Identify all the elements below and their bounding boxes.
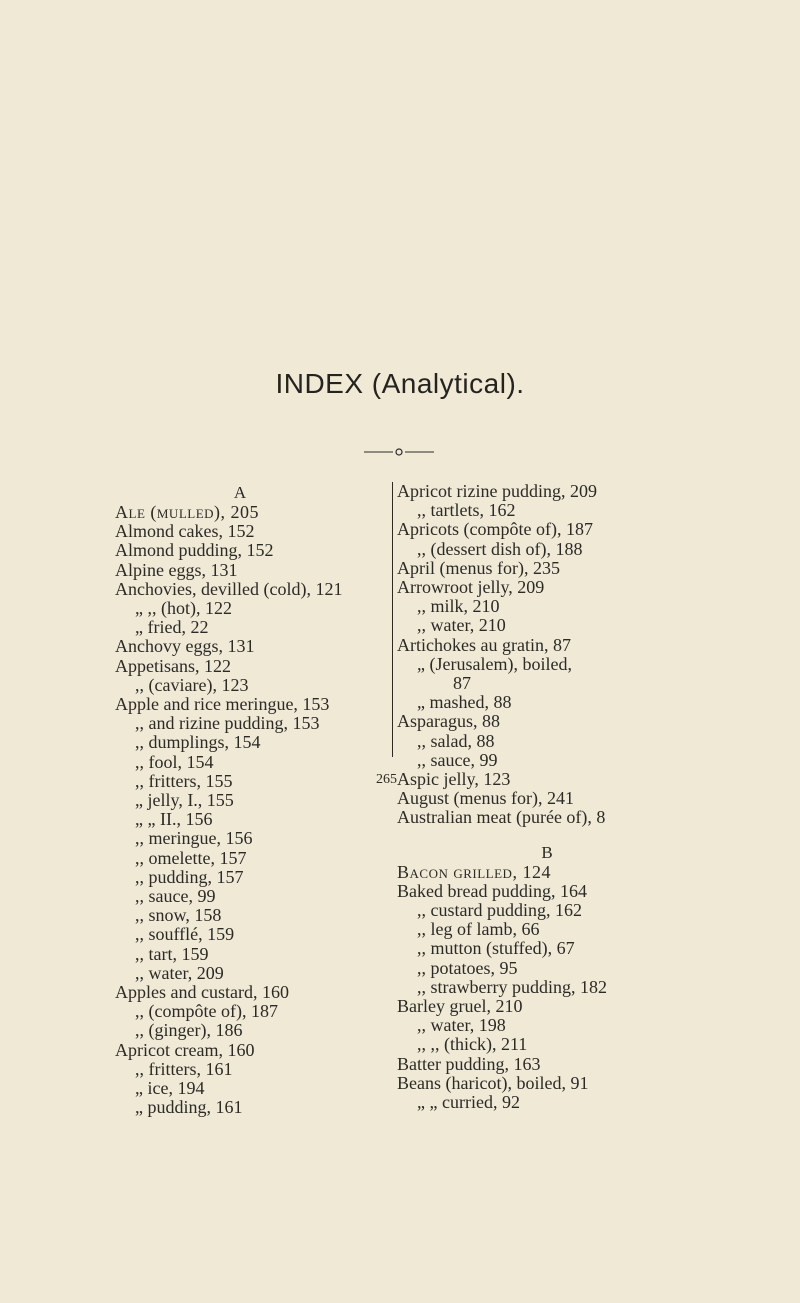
index-entry: ,, (compôte of), 187: [135, 1001, 278, 1022]
index-entry: ,, tartlets, 162: [417, 500, 516, 521]
index-entry: ,, strawberry pudding, 182: [417, 976, 607, 997]
index-entry: Batter pudding, 163: [397, 1053, 541, 1074]
index-entry: Anchovy eggs, 131: [115, 636, 255, 657]
index-entry: „ jelly, I., 155: [135, 790, 234, 811]
index-entry: Baked bread pudding, 164: [397, 880, 587, 901]
index-entry: April (menus for), 235: [397, 557, 560, 578]
index-entry: ,, sauce, 99: [417, 749, 498, 770]
index-entry: Aspic jelly, 123: [397, 769, 511, 790]
index-entry: ,, fritters, 161: [135, 1058, 233, 1079]
index-entry: ,, meringue, 156: [135, 828, 253, 849]
left-column: [115, 482, 365, 1118]
index-entry: August (menus for), 241: [397, 788, 574, 809]
index-entry: Australian meat (purée of), 8: [397, 807, 606, 828]
index-entry: ,, (dessert dish of), 188: [417, 538, 583, 559]
index-entry: Appetisans, 122: [115, 655, 231, 676]
right-entry-list-b: [397, 863, 697, 1113]
index-entry: ,, and rizine pudding, 153: [135, 713, 320, 734]
index-entry: ,, (ginger), 186: [135, 1020, 243, 1041]
index-entry: ,, snow, 158: [135, 905, 222, 926]
index-entry: Anchovies, devilled (cold), 121: [115, 578, 343, 599]
index-entry: „ mashed, 88: [417, 692, 512, 713]
index-entry: ,, potatoes, 95: [417, 957, 518, 978]
index-entry: Beans (haricot), boiled, 91: [397, 1072, 589, 1093]
index-entry: „ „ curried, 92: [417, 1092, 520, 1113]
index-entry: Alpine eggs, 131: [115, 559, 238, 580]
index-entry: ,, fool, 154: [135, 751, 214, 772]
index-entry: ,, water, 210: [417, 615, 506, 636]
index-entry: 87: [453, 673, 471, 694]
index-entry: ,, salad, 88: [417, 730, 495, 751]
index-entry: ,, mutton (stuffed), 67: [417, 938, 575, 959]
index-entry: Apricot cream, 160: [115, 1039, 255, 1060]
index-entry: ,, milk, 210: [417, 596, 500, 617]
index-entry: ,, water, 198: [417, 1015, 506, 1036]
page-number: 265: [376, 772, 397, 787]
right-column: [392, 481, 697, 1113]
index-entry: „ (Jerusalem), boiled,: [417, 653, 572, 674]
index-entry: ,, tart, 159: [135, 943, 209, 964]
index-entry: Almond cakes, 152: [115, 521, 255, 542]
index-entry: Bacon grilled, 124: [397, 861, 551, 882]
index-entry: ,, ,, (thick), 211: [417, 1034, 528, 1055]
index-entry: ,, sauce, 99: [135, 886, 216, 907]
index-entry: Apricot rizine pudding, 209: [397, 481, 597, 501]
index-entry: Barley gruel, 210: [397, 996, 523, 1017]
index-entry: ,, custard pudding, 162: [417, 900, 582, 921]
index-entry: ,, omelette, 157: [135, 847, 247, 868]
index-entry: „ pudding, 161: [135, 1097, 243, 1118]
index-entry: „ ,, (hot), 122: [135, 598, 232, 619]
section-letter-b: B: [541, 842, 553, 862]
index-entry: ,, water, 209: [135, 962, 224, 983]
index-entry: ,, dumplings, 154: [135, 732, 261, 753]
index-entry: „ ice, 194: [135, 1078, 205, 1099]
index-entry: Apples and custard, 160: [115, 982, 289, 1003]
page-title: INDEX (Analytical).: [275, 368, 525, 399]
index-entry: Ale (mulled), 205: [115, 502, 260, 522]
index-entry: „ fried, 22: [135, 617, 209, 638]
index-entry: Asparagus, 88: [397, 711, 500, 732]
index-entry: ,, pudding, 157: [135, 866, 244, 887]
index-entry: ,, (caviare), 123: [135, 674, 249, 695]
index-entry: Apple and rice meringue, 153: [115, 694, 330, 715]
index-entry: ,, soufflé, 159: [135, 924, 235, 945]
index-entry: ,, fritters, 155: [135, 770, 233, 791]
right-entry-list-a: [397, 482, 697, 828]
index-entry: Almond pudding, 152: [115, 540, 274, 561]
ornament-divider: [364, 447, 434, 457]
index-entry: Arrowroot jelly, 209: [397, 577, 545, 598]
left-entry-list: [115, 503, 365, 1118]
index-entry: ,, leg of lamb, 66: [417, 919, 540, 940]
index-entry: „ „ II., 156: [135, 809, 213, 830]
index-entry: Apricots (compôte of), 187: [397, 519, 593, 540]
index-entry: Artichokes au gratin, 87: [397, 634, 571, 655]
section-letter-a: A: [233, 483, 247, 502]
